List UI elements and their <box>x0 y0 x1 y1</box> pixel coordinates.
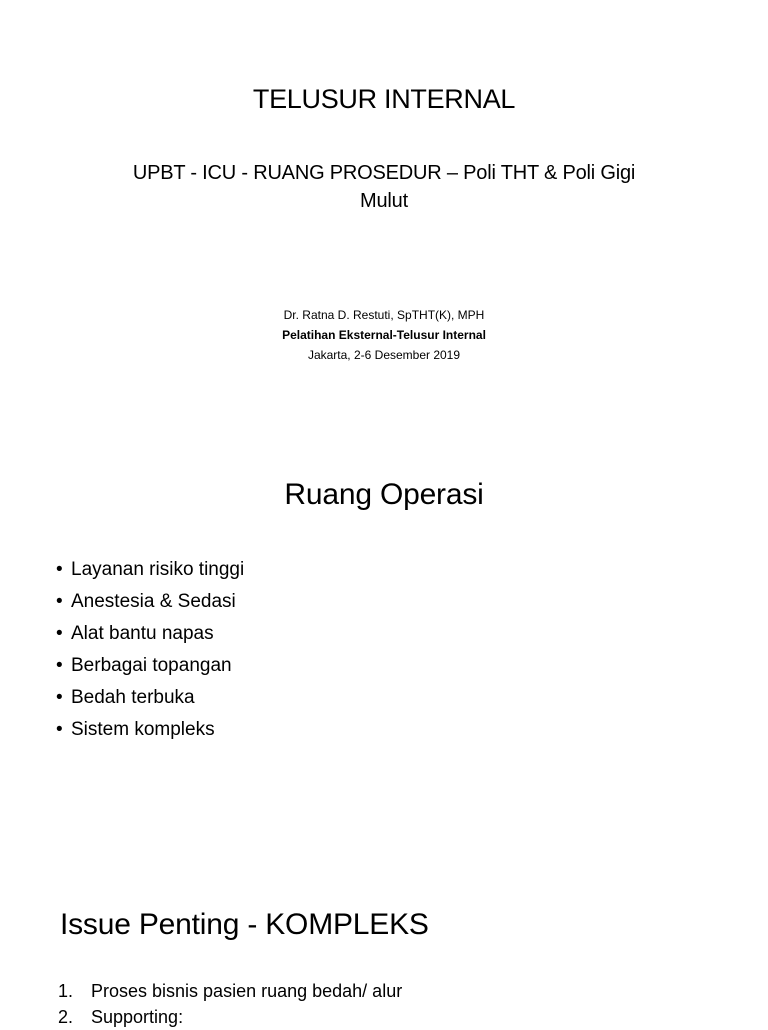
list-item <box>56 554 244 586</box>
title-slide <box>0 0 768 430</box>
ruang-operasi-slide <box>0 460 768 860</box>
subtitle-line-1: UPBT - ICU - RUANG PROSEDUR – Poli THT & Poli Gigi <box>132 162 636 184</box>
list-item <box>56 650 244 682</box>
bullet-marker: • <box>56 687 63 708</box>
event-name: Pelatihan Eksternal-Telusur Internal <box>282 328 486 342</box>
list-item <box>58 1004 402 1030</box>
slide-heading: Ruang Operasi <box>284 478 484 511</box>
list-number: 1. <box>58 981 74 1001</box>
list-item <box>56 682 244 714</box>
list-item-text: Sistem kompleks <box>71 719 215 740</box>
place-date: Jakarta, 2-6 Desember 2019 <box>307 348 461 362</box>
subtitle-line-2: Mulut <box>360 190 408 212</box>
issue-penting-slide <box>0 890 768 1027</box>
list-item-text: Supporting: <box>91 1007 184 1027</box>
bullet-marker: • <box>56 719 63 740</box>
bullet-marker: • <box>56 559 63 580</box>
bullet-marker: • <box>56 655 63 676</box>
slide-subtitle <box>0 159 768 215</box>
list-item-text: Alat bantu napas <box>71 623 214 644</box>
list-item <box>56 586 244 618</box>
list-item-text: Berbagai topangan <box>71 655 232 676</box>
list-number: 2. <box>58 1007 74 1027</box>
bullet-list <box>56 554 244 746</box>
list-item <box>56 714 244 746</box>
list-item-text: Anestesia & Sedasi <box>71 591 236 612</box>
slide-title: TELUSUR INTERNAL <box>252 84 516 114</box>
list-item-text: Proses bisnis pasien ruang bedah/ alur <box>91 981 403 1001</box>
list-item <box>56 618 244 650</box>
list-item-text: Bedah terbuka <box>71 687 195 708</box>
list-item-text: Layanan risiko tinggi <box>71 559 245 580</box>
slide-heading: Issue Penting - KOMPLEKS <box>60 908 429 941</box>
bullet-marker: • <box>56 623 63 644</box>
author-name: Dr. Ratna D. Restuti, SpTHT(K), MPH <box>283 308 485 322</box>
list-item <box>58 978 402 1004</box>
bullet-marker: • <box>56 591 63 612</box>
presenter-credits <box>0 305 768 365</box>
numbered-list <box>58 978 402 1030</box>
